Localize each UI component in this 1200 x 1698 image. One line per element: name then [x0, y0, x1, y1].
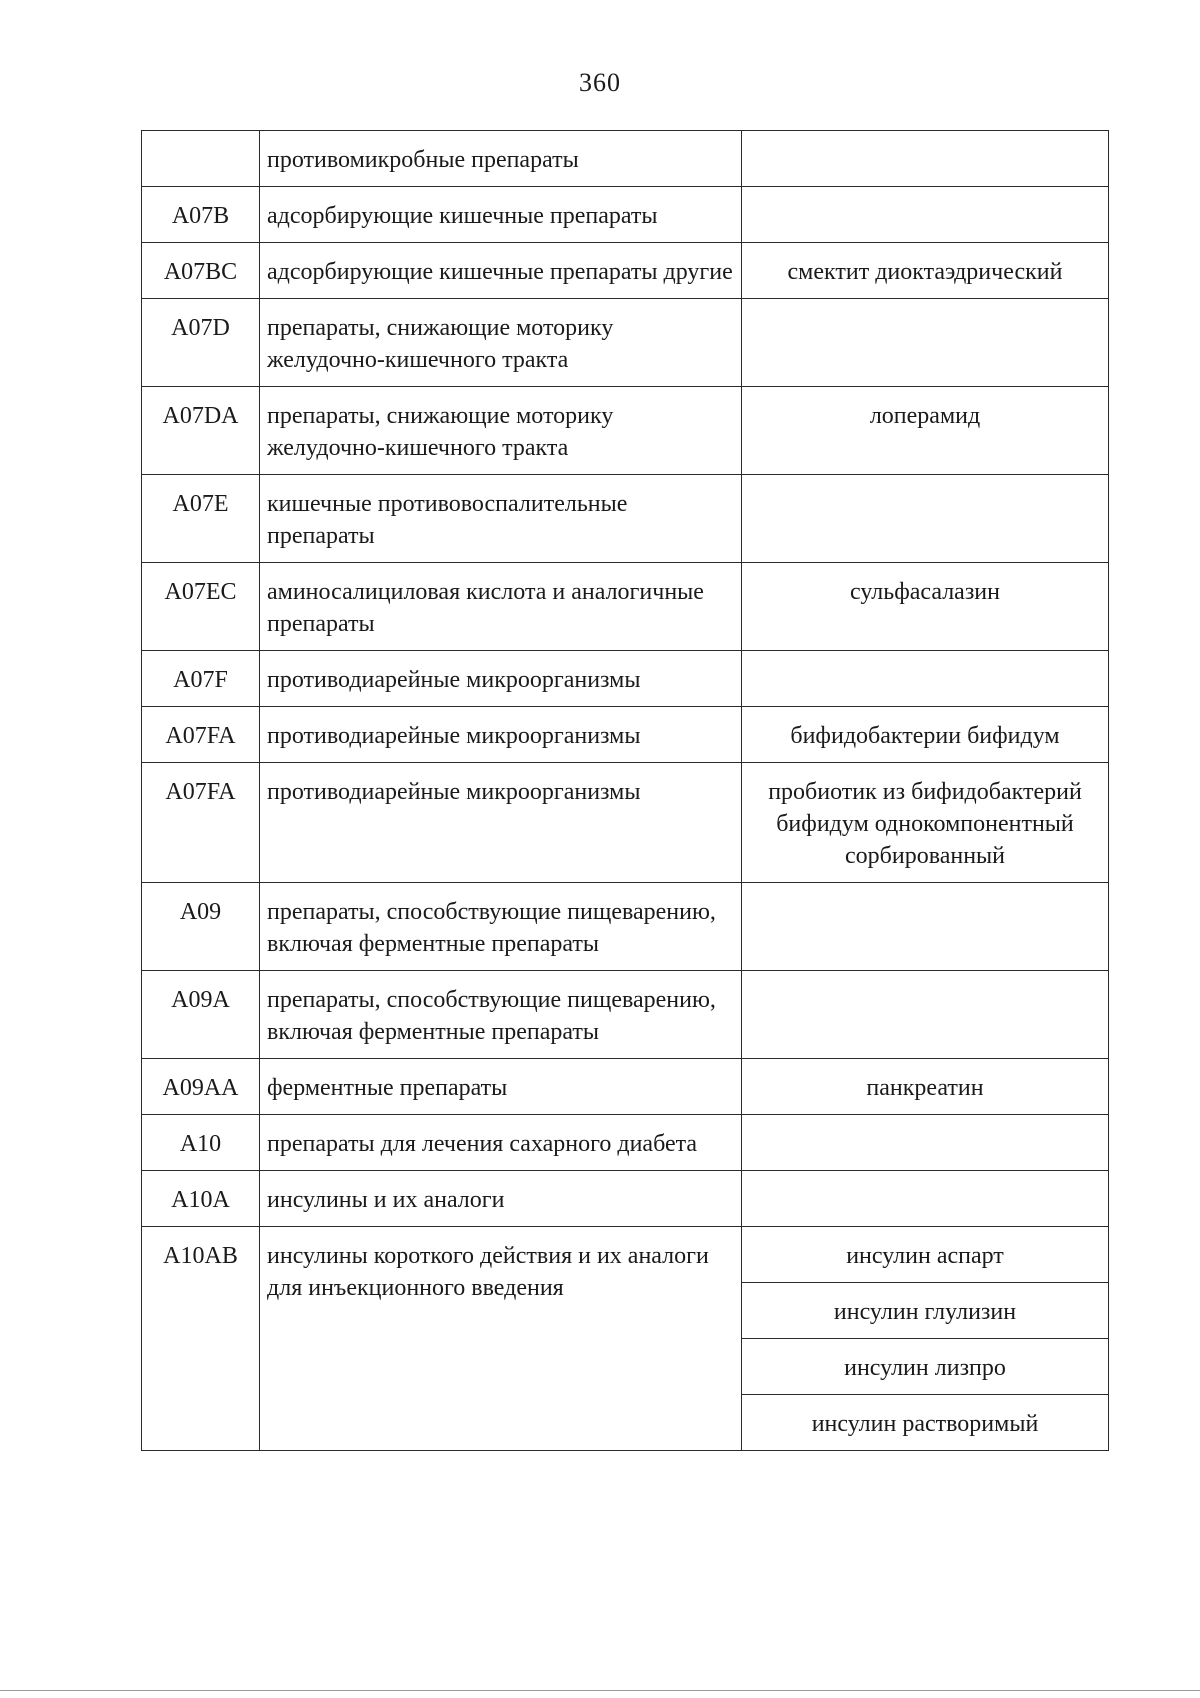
group-name-cell: препараты для лечения сахарного диабета — [260, 1115, 742, 1171]
drug-name-cell: смектит диоктаэдрический — [742, 243, 1109, 299]
table-row — [142, 1171, 1109, 1227]
group-name-cell: противодиарейные микроорганизмы — [260, 651, 742, 707]
table-row — [142, 387, 1109, 475]
drug-name-cell: пробиотик из бифидобактерий бифидум однокомпонентный сорбированный — [742, 763, 1109, 883]
group-name-cell: адсорбирующие кишечные препараты — [260, 187, 742, 243]
atc-code-cell: A07BC — [142, 243, 260, 299]
drug-name-cell: инсулин растворимый — [742, 1395, 1109, 1451]
table-row — [142, 883, 1109, 971]
group-name-cell: препараты, способствующие пищеварению, включая ферментные препараты — [260, 971, 742, 1059]
table-row — [142, 1059, 1109, 1115]
drug-name-cell: инсулин аспарт — [742, 1227, 1109, 1283]
drug-name-cell: панкреатин — [742, 1059, 1109, 1115]
group-name-cell: противомикробные препараты — [260, 131, 742, 187]
drug-name-cell — [742, 1171, 1109, 1227]
atc-code-cell: A07B — [142, 187, 260, 243]
drug-name-cell: бифидобактерии бифидум — [742, 707, 1109, 763]
atc-code-cell: A07EC — [142, 563, 260, 651]
drug-name-cell: лоперамид — [742, 387, 1109, 475]
atc-code-cell: A09 — [142, 883, 260, 971]
atc-code-cell: A07FA — [142, 763, 260, 883]
drug-name-cell — [742, 1115, 1109, 1171]
atc-code-cell: A09AA — [142, 1059, 260, 1115]
group-name-cell: препараты, снижающие моторику желудочно-кишечного тракта — [260, 299, 742, 387]
atc-code-cell: A10A — [142, 1171, 260, 1227]
group-name-cell: препараты, способствующие пищеварению, включая ферментные препараты — [260, 883, 742, 971]
table-row — [142, 763, 1109, 883]
atc-code-cell: A10AB — [142, 1227, 260, 1451]
atc-drug-table — [141, 130, 1109, 1451]
table-row — [142, 131, 1109, 187]
group-name-cell: противодиарейные микроорганизмы — [260, 763, 742, 883]
bottom-rule — [0, 1690, 1200, 1691]
atc-code-cell: A07D — [142, 299, 260, 387]
drug-name-cell — [742, 131, 1109, 187]
group-name-cell: противодиарейные микроорганизмы — [260, 707, 742, 763]
table-row — [142, 1227, 1109, 1283]
table-row — [142, 563, 1109, 651]
table-body — [142, 131, 1109, 1451]
table-row — [142, 651, 1109, 707]
drug-name-cell: сульфасалазин — [742, 563, 1109, 651]
page-number: 360 — [579, 68, 621, 97]
drug-name-cell: инсулин лизпро — [742, 1339, 1109, 1395]
group-name-cell: ферментные препараты — [260, 1059, 742, 1115]
drug-name-cell — [742, 475, 1109, 563]
group-name-cell: адсорбирующие кишечные препараты другие — [260, 243, 742, 299]
group-name-cell: препараты, снижающие моторику желудочно-кишечного тракта — [260, 387, 742, 475]
group-name-cell: инсулины короткого действия и их аналоги для инъекционного введения — [260, 1227, 742, 1451]
table-row — [142, 475, 1109, 563]
table-row — [142, 971, 1109, 1059]
atc-code-cell: A07DA — [142, 387, 260, 475]
drug-name-cell — [742, 651, 1109, 707]
drug-name-cell — [742, 299, 1109, 387]
drug-name-cell: инсулин глулизин — [742, 1283, 1109, 1339]
table-row — [142, 1115, 1109, 1171]
table-row — [142, 707, 1109, 763]
table-row — [142, 243, 1109, 299]
group-name-cell: инсулины и их аналоги — [260, 1171, 742, 1227]
atc-code-cell: A07FA — [142, 707, 260, 763]
drug-name-cell — [742, 971, 1109, 1059]
group-name-cell: кишечные противовоспалительные препараты — [260, 475, 742, 563]
table-row — [142, 187, 1109, 243]
atc-code-cell: A07E — [142, 475, 260, 563]
table-row — [142, 299, 1109, 387]
drug-name-cell — [742, 883, 1109, 971]
atc-code-cell: A09A — [142, 971, 260, 1059]
atc-code-cell: A10 — [142, 1115, 260, 1171]
atc-code-cell — [142, 131, 260, 187]
group-name-cell: аминосалициловая кислота и аналогичные препараты — [260, 563, 742, 651]
drug-name-cell — [742, 187, 1109, 243]
atc-code-cell: A07F — [142, 651, 260, 707]
